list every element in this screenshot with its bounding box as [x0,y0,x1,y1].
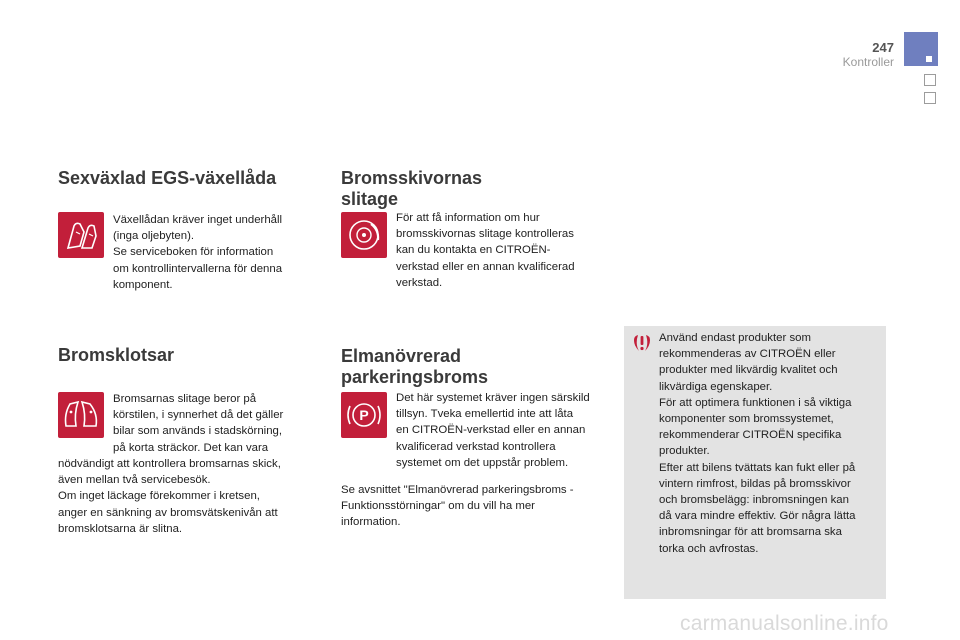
parking-letter: P [359,407,369,423]
pads-text-indented: Bromsarnas slitage beror på körstilen, i synnerhet då det gäller bilar som används i stadskörning, på korta sträckor. Det kan vara [113,393,284,454]
chapter-tab-box [924,92,936,104]
warning-icon [632,334,652,352]
egs-title: Sexväxlad EGS-växellåda [58,168,277,188]
discs-text: För att få information om hur bromsskivornas slitage kontrolleras kan du kontakta en CITROËN- verkstad eller en annan kvalificerad verkstad. [396,212,575,289]
brake-disc-icon [341,212,387,258]
brake-pads-icon [58,392,104,438]
pads-text-full: nödvändigt att kontrollera bromsarnas skick, även mellan två servicebesök. Om inget läckage förekommer i kretsen, anger en sänkning av bromsvätskenivån att bromsklotsarna är slitna. [58,458,281,535]
parking-title: Elmanövrerad parkeringsbroms [341,346,489,387]
page-number: 247 [872,40,894,55]
chapter-tab-box [924,74,936,86]
egs-text: Växellådan kräver inget underhåll (inga oljebyten). Se serviceboken för information om kontrollintervallerna för denna komponent. [113,214,283,291]
gearbox-icon [58,212,104,258]
warning-note-text: Använd endast produkter som rekommenderas av CITROËN eller produkter med likvärdig kvalitet och likvärdiga egenskaper. För att optimera funktionen i så viktiga komponenter som bromssystemet, rekommenderar CITROËN specifika produkter. Efter att bilens tvättats kan fukt eller på vintern rimfrost, bildas på bromsskivor och bromsbelägg: inbromsningen kan då vara mindre effektiv. Gör några lätta inbromsningar för att bromsarna ska torka och avfrostas. [659,332,856,555]
parking-brake-icon [341,392,387,438]
chapter-tab [904,32,938,66]
parking-extra-text: Se avsnittet "Elmanövrerad parkeringsbroms - Funktionsstörningar" om du vill ha mer information. [341,484,574,529]
watermark: carmanualsonline.info [680,612,889,635]
discs-title: Bromsskivornas slitage [341,168,483,209]
warning-note [624,326,886,599]
section-label: Kontroller [842,55,894,69]
pads-title: Bromsklotsar [58,345,175,365]
parking-text: Det här systemet kräver ingen särskild tillsyn. Tveka emellertid inte att låta en CITROËN-verkstad eller en annan kvalificerad verkstad kontrollera systemet om det uppstår problem. [396,392,590,469]
